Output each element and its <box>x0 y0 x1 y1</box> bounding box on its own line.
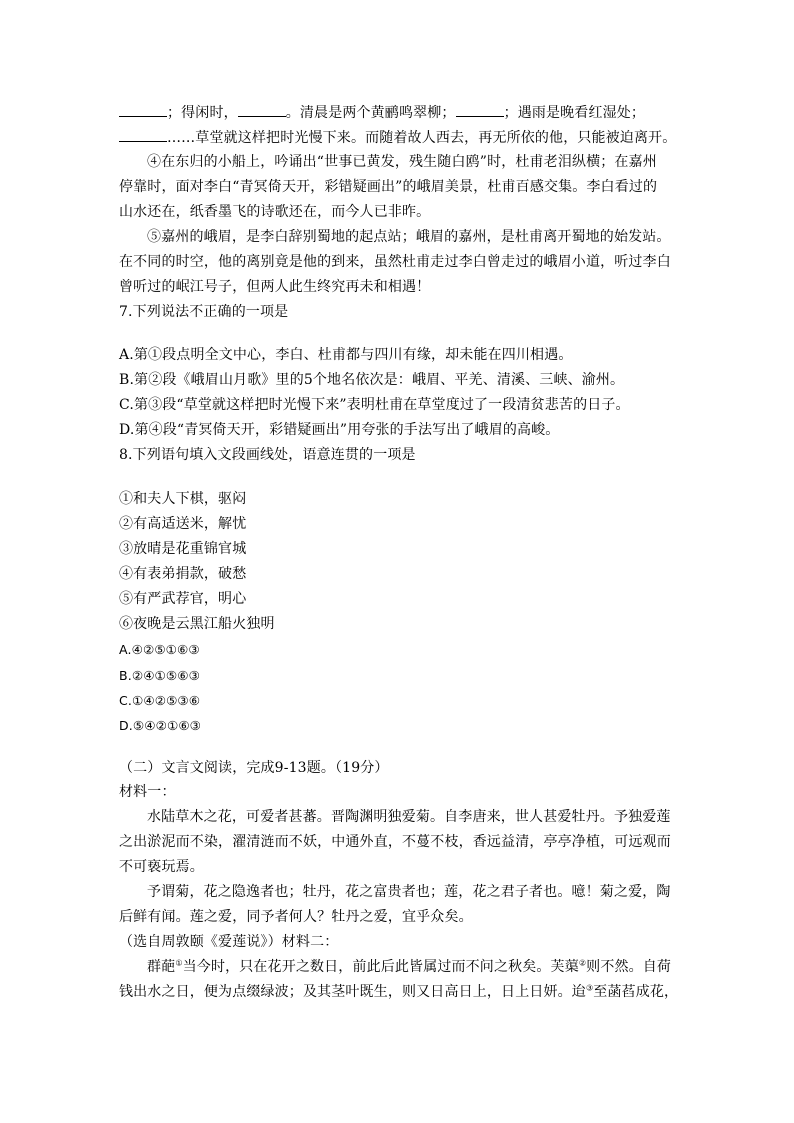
question-8-item: ⑤有严武荐官，明心 <box>119 591 247 607</box>
question-8-option-b[interactable]: B.②④①⑤⑥③ <box>119 668 200 683</box>
material-1-label: 材料一： <box>119 784 176 800</box>
passage-p3-tail-line2: ……草堂就这样把时光慢下来。而随着故人西去，再无所依的他，只能被迫离开。 <box>119 127 679 148</box>
passage-p5-line: 曾听过的岷江号子，但两人此生终究再未和相遇！ <box>119 279 431 295</box>
passage-p4-line: ④在东归的小船上，吟诵出“世事已黄发，残生随白鸥”时，杜甫老泪纵横；在嘉州 <box>147 154 657 170</box>
passage-p3-tail-line1: ；得闲时， 。清晨是两个黄鹂鸣翠柳； ；遇雨是晚看红湿处； <box>119 102 679 123</box>
question-8-item: ⑥夜晚是云黑江船火独明 <box>119 616 275 632</box>
material-1-line: 水陆草木之花，可爱者甚蕃。晋陶渊明独爱菊。自李唐来，世人甚爱牡丹。予独爱莲 <box>147 809 671 825</box>
question-7-option-d[interactable]: D.第④段“青冥倚天开，彩错疑画出”用夸张的手法写出了峨眉的高峻。 <box>119 422 560 438</box>
passage-p5-line: ⑤嘉州的峨眉，是李白辞别蜀地的起点站；峨眉的嘉州，是杜甫离开蜀地的始发站。 <box>147 229 671 245</box>
fill-blank-1[interactable] <box>119 102 167 117</box>
question-8-item: ②有高适送米，解忧 <box>119 516 247 532</box>
question-7-stem: 7.下列说法不正确的一项是 <box>119 304 289 320</box>
fill-blank-2[interactable] <box>238 102 286 117</box>
footnote-marker: ③ <box>585 983 594 993</box>
fill-blank-3[interactable] <box>456 102 504 117</box>
question-7-option-b[interactable]: B.第②段《峨眉山月歌》里的5个地名依次是：峨眉、平羌、清溪、三峡、渝州。 <box>119 372 625 388</box>
passage-p4-line: 山水还在，纸香墨飞的诗歌还在，而今人已非昨。 <box>119 204 431 220</box>
question-7-option-a[interactable]: A.第①段点明全文中心，李白、杜甫都与四川有缘，却未能在四川相遇。 <box>119 347 573 363</box>
material-1-line: 之出淤泥而不染，濯清涟而不妖，中通外直，不蔓不枝，香远益清，亭亭净植，可远观而 <box>119 834 671 850</box>
material-1-line: 不可亵玩焉。 <box>119 859 204 875</box>
passage-p4-line: 停靠时，面对李白“青冥倚天开，彩错疑画出”的峨眉美景，杜甫百感交集。李白看过的 <box>119 179 658 195</box>
question-8-stem: 8.下列语句填入文段画线处，语意连贯的一项是 <box>119 447 416 463</box>
question-8-item: ③放晴是花重锦官城 <box>119 541 247 557</box>
footnote-marker: ② <box>578 958 587 968</box>
material-2-line: 钱出水之日，便为点缀绿波；及其茎叶既生，则又日高日上，日上日妍。迨③至菡萏成花， <box>119 983 679 1000</box>
section-2-heading: （二）文言文阅读，完成9-13题。（19分） <box>119 760 389 776</box>
fill-blank-4[interactable] <box>119 127 167 142</box>
question-8-option-d[interactable]: D.⑤④②①⑥③ <box>119 718 202 733</box>
question-8-item: ④有表弟捐款，破愁 <box>119 566 247 582</box>
question-8-option-c[interactable]: C.①④②⑤③⑥ <box>119 693 201 708</box>
question-8-option-a[interactable]: A.④②⑤①⑥③ <box>119 642 200 657</box>
material-1-line: 予谓菊，花之隐逸者也；牡丹，花之富贵者也；莲，花之君子者也。噫！菊之爱，陶 <box>147 884 671 900</box>
question-8-item: ①和夫人下棋，驱闷 <box>119 491 247 507</box>
passage-p5-line: 在不同的时空，他的离别竟是他的到来，虽然杜甫走过李白曾走过的峨眉小道，听过李白 <box>119 254 671 270</box>
question-7-option-c[interactable]: C.第③段“草堂就这样把时光慢下来”表明杜甫在草堂度过了一段清贫悲苦的日子。 <box>119 397 630 413</box>
footnote-marker: ① <box>175 958 183 968</box>
material-2-line: 群葩①当今时，只在花开之数日，前此后此皆属过而不问之秋矣。芙蕖②则不然。自荷 <box>147 958 672 975</box>
material-1-line: 后鲜有闻。莲之爱，同予者何人？牡丹之爱，宜乎众矣。 <box>119 909 473 925</box>
material-1-source-and-material-2-label: （选自周敦颐《爱莲说》）材料二： <box>119 934 339 950</box>
